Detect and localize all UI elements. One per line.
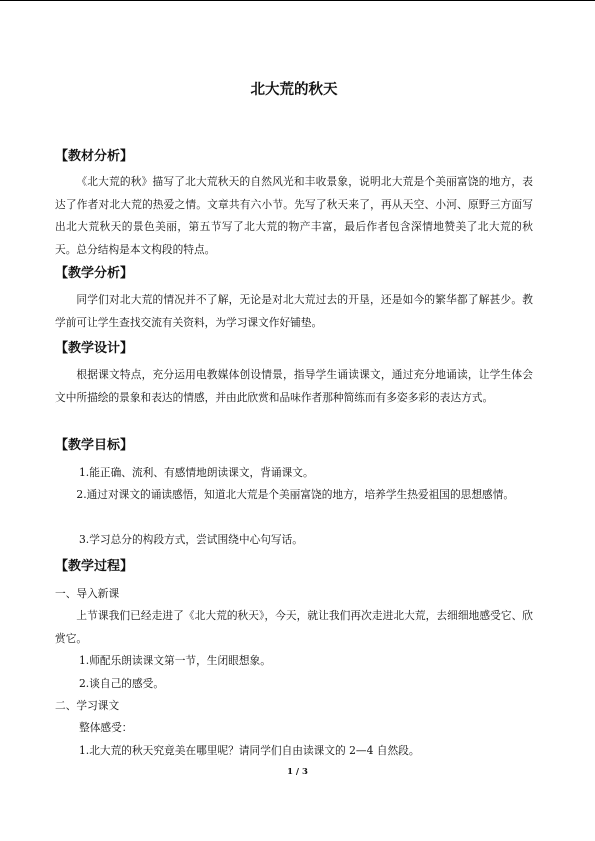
goal-item-2: 2.通过对课文的诵读感悟，知道北大荒是个美丽富饶的地方，培养学生热爱祖国的思想感情。 <box>76 488 515 501</box>
textbook-analysis-paragraph: 《北大荒的秋》描写了北大荒秋天的自然风光和丰收景象，说明北大荒是个美丽富饶的地方，表达了作者对北大荒的热爱之情。文章共有六小节。先写了秋天来了，再从天空、小河、原野三方面写出北大荒秋天的景色美丽，第五节写了北大荒的物产丰富，最后作者包含深情地赞美了北大荒的秋天。总分结构是本文构段的特点。 <box>55 175 533 256</box>
process-step-2-subheading: 整体感受： <box>79 721 133 734</box>
process-step-2-title: 二、学习课文 <box>55 699 120 712</box>
process-step-1-item-1: 1.师配乐朗读课文第一节，生闭眼想象。 <box>79 654 271 667</box>
document-title: 北大荒的秋天 <box>250 82 338 98</box>
section-heading-teaching-analysis: 【教学分析】 <box>55 266 134 281</box>
page-top-rule <box>0 0 595 1</box>
goal-item-1: 1.能正确、流利、有感情地朗读课文，背诵课文。 <box>79 466 314 479</box>
section-heading-teaching-process: 【教学过程】 <box>55 559 134 574</box>
teaching-analysis-paragraph: 同学们对北大荒的情况并不了解，无论是对北大荒过去的开垦，还是如今的繁华都了解甚少。教学前可让学生查找交流有关资料，为学习课文作好铺垫。 <box>55 293 533 329</box>
process-step-2-item-1: 1.北大荒的秋天究竟美在哪里呢？请同学们自由读课文的 2—4 自然段。 <box>79 744 420 757</box>
process-step-1-title: 一、导入新课 <box>55 587 120 600</box>
page-number: 1 / 3 <box>287 767 308 777</box>
teaching-design-paragraph: 根据课文特点，充分运用电教媒体创设情景，指导学生诵读课文，通过充分地诵读，让学生体会文中所描绘的景象和表达的情感，并由此欣赏和品味作者那种简练而有多姿多彩的表达方式。 <box>55 368 533 404</box>
section-heading-teaching-design: 【教学设计】 <box>55 341 134 356</box>
process-step-1-item-2: 2.谈自己的感受。 <box>79 677 165 690</box>
process-step-1-paragraph: 上节课我们已经走进了《北大荒的秋天》，今天，就让我们再次走进北大荒，去细细地感受它、欣赏它。 <box>55 609 533 645</box>
section-heading-teaching-goals: 【教学目标】 <box>55 438 134 453</box>
goal-item-3: 3.学习总分的构段方式，尝试围绕中心句写话。 <box>79 533 303 546</box>
section-heading-textbook-analysis: 【教材分析】 <box>55 149 134 164</box>
